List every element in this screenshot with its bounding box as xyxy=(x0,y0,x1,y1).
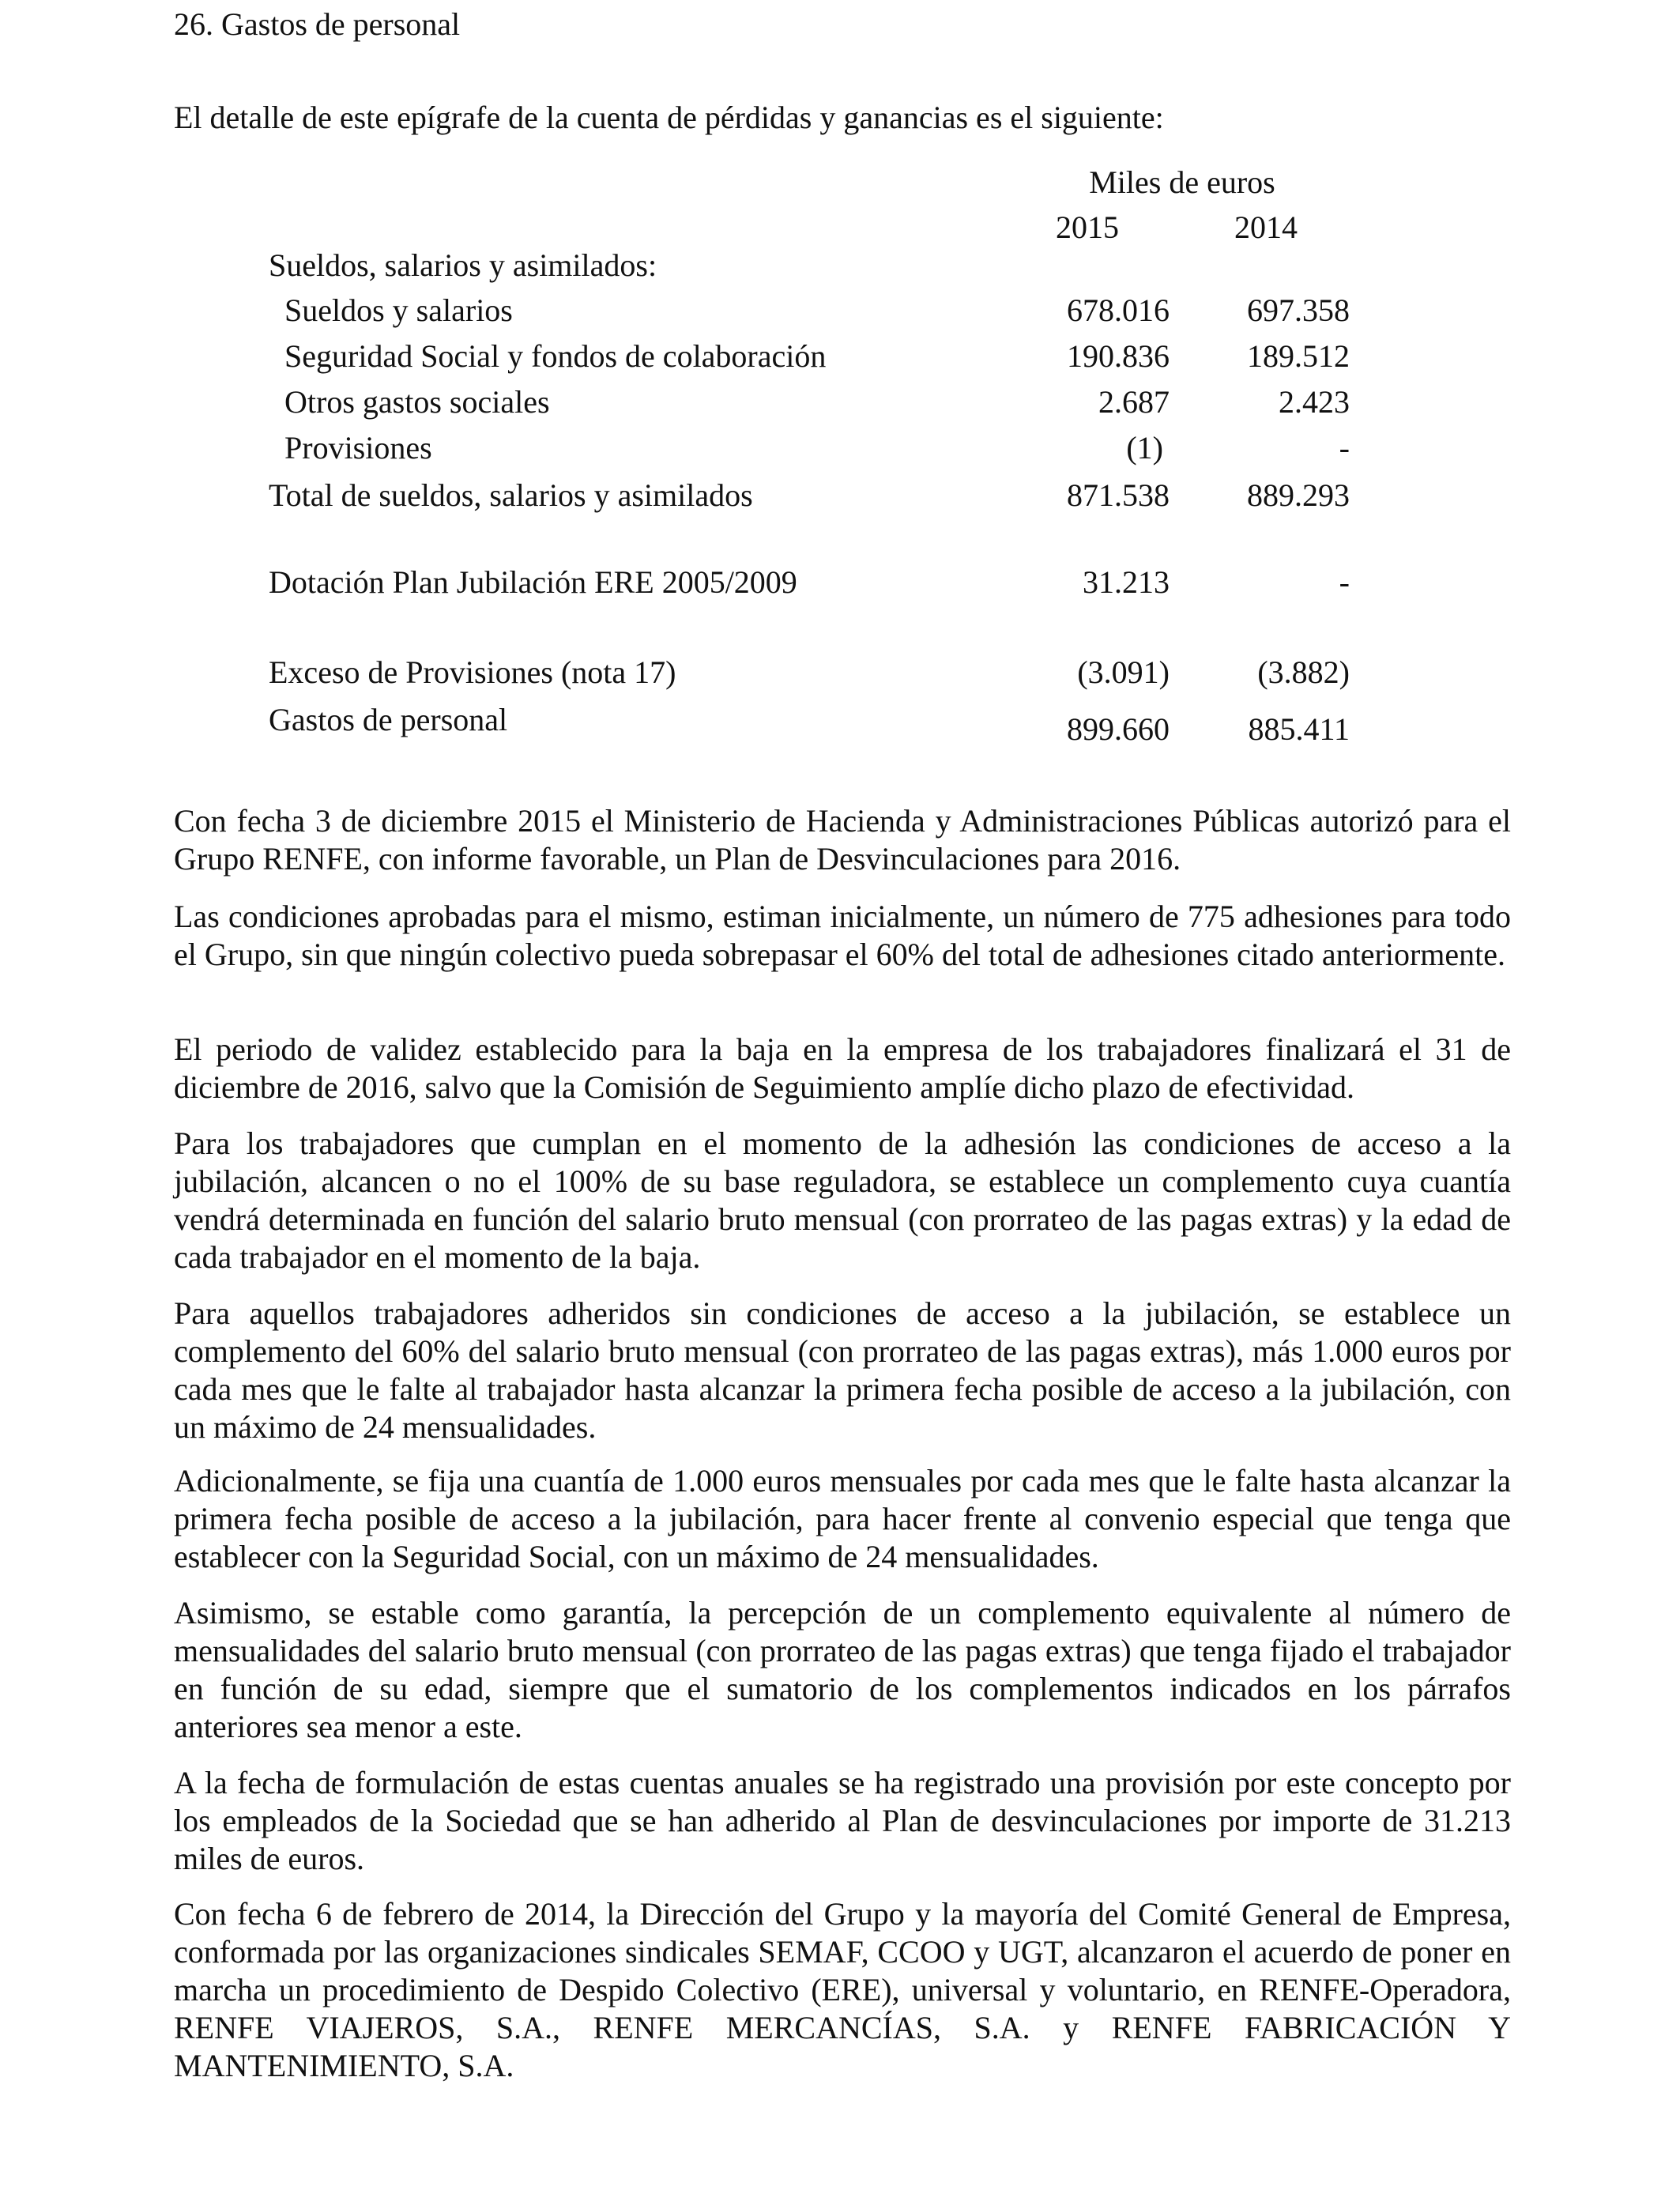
value-2015: 31.213 xyxy=(1083,564,1170,600)
value-2014: 885.411 xyxy=(1248,711,1350,747)
value-2014: - xyxy=(1339,564,1350,600)
value-2014: - xyxy=(1339,430,1350,466)
row-label: Gastos de personal xyxy=(269,702,508,737)
section-title: 26. Gastos de personal xyxy=(174,6,461,42)
paragraph: Adicionalmente, se fija una cuantía de 1.000 euros mensuales por cada mes que le falte hasta alcanzar la primera fecha posible de acceso a la jubilación, para hacer frente al convenio especial que tenga que establecer con la Seguridad Social, con un máximo de 24 mensualidades. xyxy=(174,1463,1511,1574)
table-row xyxy=(0,700,1680,746)
value-2015: 190.836 xyxy=(1067,338,1170,374)
paragraph: Con fecha 3 de diciembre 2015 el Ministerio de Hacienda y Administraciones Públicas autorizó para el Grupo RENFE, con informe favorable, un Plan de Desvinculaciones para 2016. xyxy=(174,803,1511,876)
table-row xyxy=(0,563,1680,609)
table-row xyxy=(0,428,1680,474)
value-2015: 871.538 xyxy=(1067,477,1170,513)
row-label: Provisiones xyxy=(284,430,432,466)
row-label: Sueldos y salarios xyxy=(284,292,513,328)
table-row xyxy=(0,337,1680,383)
paragraph: Las condiciones aprobadas para el mismo, estiman inicialmente, un número de 775 adhesiones para todo el Grupo, sin que ningún colectivo pueda sobrepasar el 60% del total de adhesiones citado anteriormente. xyxy=(174,899,1511,972)
value-2014: 189.512 xyxy=(1247,338,1350,374)
table-row xyxy=(0,476,1680,522)
row-label: Sueldos, salarios y asimilados: xyxy=(269,247,657,283)
value-2015: 899.660 xyxy=(1067,711,1170,747)
paragraph: Para los trabajadores que cumplan en el momento de la adhesión las condiciones de acceso a la jubilación, alcancen o no el 100% de su base reguladora, se establece un complemento cuya cuantía vendrá determinada en función del salario bruto mensual (con prorrateo de las pagas extras) y la edad de cada trabajador en el momento de la baja. xyxy=(174,1125,1511,1275)
table-row xyxy=(0,291,1680,337)
value-2015: 2.687 xyxy=(1098,384,1170,420)
table-row xyxy=(0,383,1680,428)
intro-text: El detalle de este epígrafe de la cuenta de pérdidas y ganancias es el siguiente: xyxy=(174,100,1164,135)
row-label: Dotación Plan Jubilación ERE 2005/2009 xyxy=(269,564,797,600)
paragraph: Asimismo, se estable como garantía, la percepción de un complemento equivalente al número de mensualidades del salario bruto mensual (con prorrateo de las pagas extras) que tenga fijado el trabajador en función de su edad, siempre que el sumatorio de los complementos indicados en los párrafos anteriores sea menor a este. xyxy=(174,1595,1511,1744)
value-2015: (3.091) xyxy=(1077,654,1170,690)
unit-header: Miles de euros xyxy=(1089,164,1275,200)
paragraph: Para aquellos trabajadores adheridos sin condiciones de acceso a la jubilación, se establece un complemento del 60% del salario bruto mensual (con prorrateo de las pagas extras), más 1.000 euros por cada mes que le falte al trabajador hasta alcanzar la primera fecha posible de acceso a la jubilación, con un máximo de 24 mensualidades. xyxy=(174,1295,1511,1445)
row-label: Exceso de Provisiones (nota 17) xyxy=(269,654,676,690)
value-2014: (3.882) xyxy=(1257,654,1350,690)
row-label: Total de sueldos, salarios y asimilados xyxy=(269,477,753,513)
row-label: Seguridad Social y fondos de colaboración xyxy=(284,338,827,374)
table-row xyxy=(0,246,1680,292)
paragraph: Con fecha 6 de febrero de 2014, la Dirección del Grupo y la mayoría del Comité General de Empresa, conformada por las organizaciones sindicales SEMAF, CCOO y UGT, alcanzaron el acuerdo de poner en marcha un procedimiento de Despido Colectivo (ERE), universal y voluntario, en RENFE-Operadora, RENFE VIAJEROS, S.A., RENFE MERCANCÍAS, S.A. y RENFE FABRICACIÓN Y MANTENIMIENTO, S.A. xyxy=(174,1896,1511,2083)
year-2014-header: 2014 xyxy=(1234,209,1298,245)
value-2015: 678.016 xyxy=(1067,292,1170,328)
value-2014: 697.358 xyxy=(1247,292,1350,328)
value-2014: 889.293 xyxy=(1247,477,1350,513)
paragraph: A la fecha de formulación de estas cuentas anuales se ha registrado una provisión por este concepto por los empleados de la Sociedad que se han adherido al Plan de desvinculaciones por importe de 31.213 miles de euros. xyxy=(174,1765,1511,1876)
paragraph: El periodo de validez establecido para la baja en la empresa de los trabajadores finalizará el 31 de diciembre de 2016, salvo que la Comisión de Seguimiento amplíe dicho plazo de efectividad. xyxy=(174,1031,1511,1105)
table-row xyxy=(0,653,1680,699)
row-label: Otros gastos sociales xyxy=(284,384,550,420)
value-2014: 2.423 xyxy=(1279,384,1350,420)
value-2015: (1) xyxy=(1126,430,1163,466)
year-2015-header: 2015 xyxy=(1056,209,1119,245)
